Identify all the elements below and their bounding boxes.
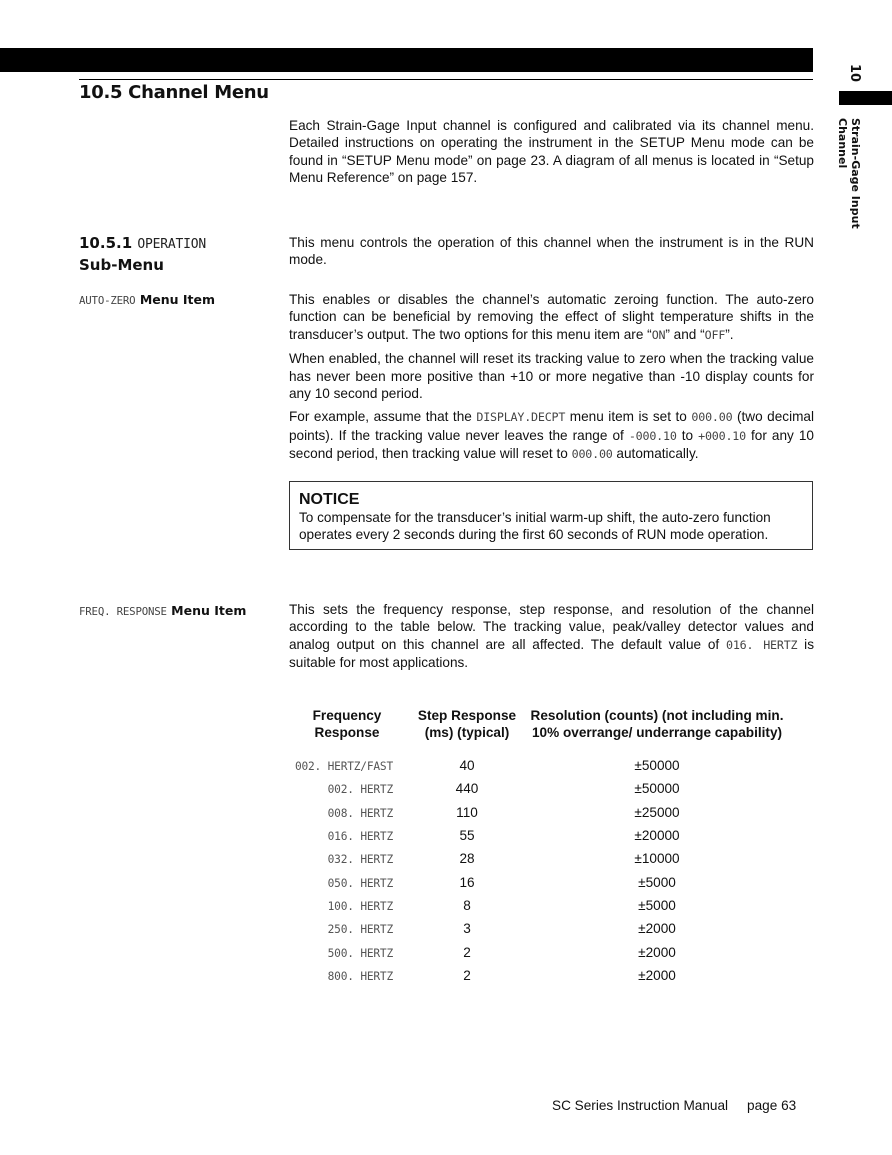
chapter-tab-marker xyxy=(839,91,892,105)
page-footer xyxy=(552,1098,796,1113)
header-frequency-response: Frequency Response xyxy=(312,708,382,740)
table-row: 500. HERTZ 2 ±2000 xyxy=(327,944,676,960)
notice-box xyxy=(289,481,813,550)
footer-page-number: page 63 xyxy=(747,1098,797,1113)
freq-response-label: Menu Item xyxy=(171,603,247,618)
operation-subheading xyxy=(79,233,206,275)
table-row: 002. HERTZ/FAST 40 ±50000 xyxy=(294,758,680,774)
auto-zero-label: Menu Item xyxy=(139,292,216,307)
table-row: 050. HERTZ 16 ±5000 xyxy=(327,874,676,890)
header-resolution: Resolution (counts) (not including min. 10% overrange/ underrange capability) xyxy=(530,708,784,740)
auto-zero-p1: This enables or disables the channel’s automatic zeroing function. The auto-zero function can be beneficial by removing the effect of slight temperature shifts in the transducer’s output. The two options for this menu item are “ON” and “OFF”. xyxy=(289,292,814,342)
table-row: 032. HERTZ 28 ±10000 xyxy=(327,851,680,867)
operation-code: OPERATION xyxy=(137,237,207,252)
section-title: 10.5 Channel Menu xyxy=(79,82,269,103)
header-rule xyxy=(79,79,813,80)
freq-response-paragraph: This sets the frequency response, step response, and resolution of the channel according to the table below. The tracking value, peak/valley detector values and analog output on this channel are all affected. The default value of 016. HERTZ is suitable for most applications. xyxy=(289,602,814,671)
table-row: 800. HERTZ 2 ±2000 xyxy=(327,967,676,983)
freq-response-heading xyxy=(79,603,246,618)
table-row: 002. HERTZ 440 ±50000 xyxy=(327,781,680,797)
operation-paragraph: This menu controls the operation of this channel when the instrument is in the RUN mode. xyxy=(289,235,814,268)
notice-text: To compensate for the transducer’s initial warm-up shift, the auto-zero function operates every 2 seconds during the first 60 seconds of RUN mode operation. xyxy=(299,510,771,543)
table-row: 250. HERTZ 3 ±2000 xyxy=(327,921,676,937)
header-step-response: Step Response (ms) (typical) xyxy=(417,708,517,740)
operation-number: 10.5.1 xyxy=(79,234,133,252)
auto-zero-code: AUTO-ZERO xyxy=(79,294,136,307)
frequency-response-table xyxy=(289,694,785,987)
intro-paragraph: Each Strain-Gage Input channel is configured and calibrated via its channel menu. Detailed instructions on operating the instrument in the SETUP Menu mode can be found in “SETUP Menu mode” on page 23. A diagram of all menus is located in “Setup Menu Reference” on page 157. xyxy=(289,118,814,186)
table-row: 016. HERTZ 55 ±20000 xyxy=(327,828,680,844)
auto-zero-p2: When enabled, the channel will reset its tracking value to zero when the tracking value has never been more positive than +10 or more negative than -10 display counts for any 10 second period. xyxy=(289,351,814,402)
table-row: 100. HERTZ 8 ±5000 xyxy=(327,897,676,913)
table-header-row xyxy=(289,694,785,754)
notice-title: NOTICE xyxy=(299,491,360,508)
auto-zero-body xyxy=(289,291,814,470)
freq-response-code: FREQ. RESPONSE xyxy=(79,605,167,618)
operation-suffix: Sub-Menu xyxy=(79,256,164,274)
chapter-number: 10 xyxy=(847,63,862,83)
header-bar xyxy=(0,48,813,72)
table-row: 008. HERTZ 110 ±25000 xyxy=(327,804,680,820)
chapter-title: Strain-Gage Input Channel xyxy=(836,118,862,229)
auto-zero-heading xyxy=(79,292,215,307)
auto-zero-p3: For example, assume that the DISPLAY.DECPT menu item is set to 000.00 (two decimal points). If the tracking value never leaves the range of -000.10 to +000.10 for any 10 second period, then tracking value will reset to 000.00 automatically. xyxy=(289,409,815,462)
footer-manual-title: SC Series Instruction Manual xyxy=(552,1098,729,1113)
